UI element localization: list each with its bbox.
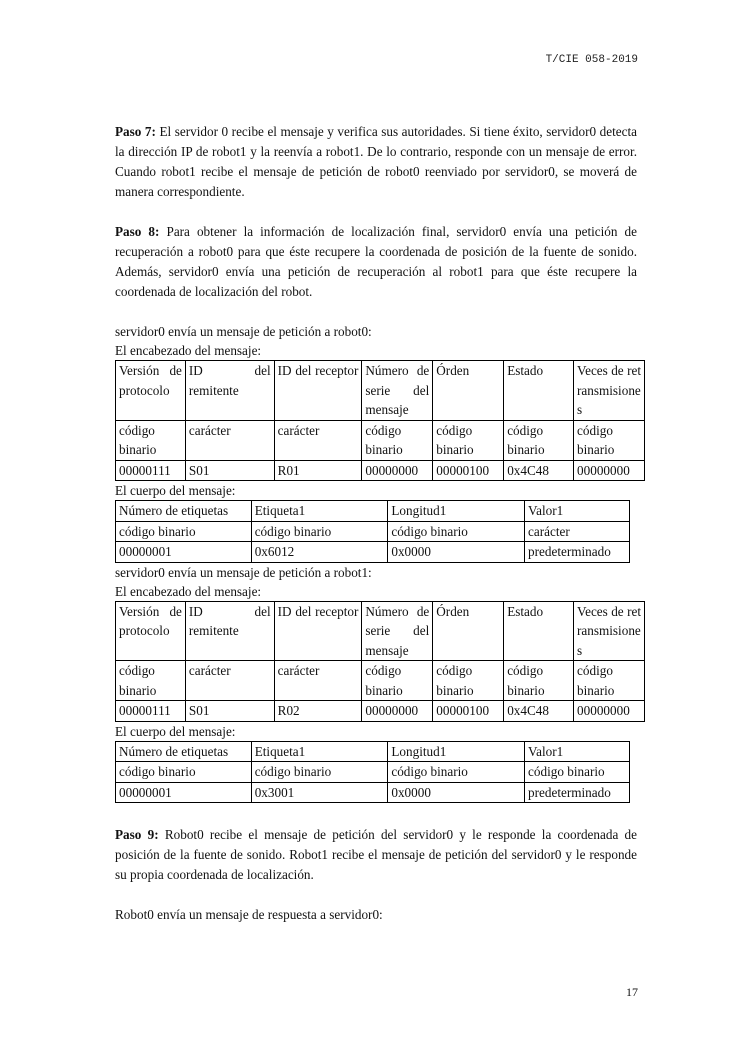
step8-label: Paso 8: [115, 224, 160, 239]
header-cell: Etiqueta1 [251, 741, 388, 762]
type-cell: carácter [274, 661, 362, 701]
msg1-body-caption: El cuerpo del mensaje: [115, 483, 236, 498]
header-cell: Longitud1 [388, 741, 525, 762]
type-cell: carácter [185, 661, 274, 701]
value-cell: 0x0000 [388, 782, 525, 803]
header-cell: Estado [504, 601, 574, 661]
header-cell: ID del receptor [274, 601, 362, 661]
type-cell: código binario [525, 762, 630, 783]
value-cell: 00000000 [362, 701, 433, 722]
type-cell: carácter [274, 420, 362, 460]
step7-label: Paso 7: [115, 124, 156, 139]
header-cell: Versión de protocolo [116, 361, 186, 421]
table-row [116, 701, 645, 722]
step9-label: Paso 9: [115, 827, 159, 842]
page-number: 17 [626, 985, 638, 999]
type-cell: código binario [388, 762, 525, 783]
type-cell: código binario [433, 661, 504, 701]
type-cell: código binario [433, 420, 504, 460]
type-cell: código binario [574, 661, 645, 701]
value-cell: 0x3001 [251, 782, 388, 803]
header-cell: Etiqueta1 [251, 501, 388, 522]
header-cell: ID del remitente [185, 361, 274, 421]
header-cell: Número de serie del mensaje [362, 601, 433, 661]
type-cell: código binario [116, 521, 252, 542]
header-cell: Versión de protocolo [116, 601, 186, 661]
table-row [116, 542, 630, 563]
document-id: T/CIE 058-2019 [545, 54, 638, 66]
page-content [115, 122, 641, 924]
type-cell: código binario [251, 762, 388, 783]
msg2-header-table [115, 601, 645, 722]
type-cell: código binario [504, 420, 574, 460]
table-row [116, 782, 630, 803]
step7-paragraph [115, 122, 637, 202]
value-cell: 0x4C48 [504, 701, 574, 722]
type-cell: código binario [362, 420, 433, 460]
value-cell: 00000100 [433, 460, 504, 481]
value-cell: 00000111 [116, 460, 186, 481]
value-cell: 00000001 [116, 542, 252, 563]
header-cell: Veces de retransmisiones [574, 601, 645, 661]
table-row [116, 741, 630, 762]
table-row [116, 521, 630, 542]
msg2-body-table [115, 741, 630, 804]
type-cell: código binario [504, 661, 574, 701]
step8-text: Para obtener la información de localización final, servidor0 envía una petición de recuperación a robot0 para que éste recupere la coordenada de posición de la fuente de sonido. Además, servidor0 envía una petición de recuperación al robot1 para que éste recupere la coordenada de localización del robot. [115, 224, 637, 299]
header-cell: ID del receptor [274, 361, 362, 421]
value-cell: R02 [274, 701, 362, 722]
step9-paragraph [115, 825, 637, 885]
table-row [116, 420, 645, 460]
header-cell: Número de etiquetas [116, 741, 252, 762]
value-cell: predeterminado [525, 542, 630, 563]
type-cell: código binario [116, 762, 252, 783]
header-cell: Longitud1 [388, 501, 525, 522]
step7-text: El servidor 0 recibe el mensaje y verifica sus autoridades. Si tiene éxito, servidor0 detecta la dirección IP de robot1 y la reenvía a robot1. De lo contrario, responde con un mensaje de error. Cuando robot1 recibe el mensaje de petición de robot0 reenviado por servidor0, se moverá de manera correspondiente. [115, 124, 637, 199]
value-cell: 00000000 [574, 701, 645, 722]
type-cell: código binario [116, 661, 186, 701]
header-cell: Veces de retransmisiones [574, 361, 645, 421]
value-cell: 00000000 [574, 460, 645, 481]
type-cell: código binario [362, 661, 433, 701]
msg1-header-caption: El encabezado del mensaje: [115, 343, 262, 358]
value-cell: predeterminado [525, 782, 630, 803]
header-cell: Número de etiquetas [116, 501, 252, 522]
header-cell: Órden [433, 361, 504, 421]
step9-text: Robot0 recibe el mensaje de petición del servidor0 y le responde la coordenada de posición de la fuente de sonido. Robot1 recibe el mensaje de petición del servidor0 y le responde su propia coordenada de localización. [115, 827, 637, 882]
table-row [116, 762, 630, 783]
closing-line: Robot0 envía un mensaje de respuesta a servidor0: [115, 907, 383, 922]
header-cell: Número de serie del mensaje [362, 361, 433, 421]
value-cell: S01 [185, 701, 274, 722]
msg1-header-table [115, 360, 645, 481]
table-row [116, 460, 645, 481]
header-cell: Valor1 [525, 741, 630, 762]
value-cell: 0x4C48 [504, 460, 574, 481]
value-cell: 0x0000 [388, 542, 525, 563]
msg2-header-caption: El encabezado del mensaje: [115, 583, 262, 599]
msg2-body-caption: El cuerpo del mensaje: [115, 723, 236, 739]
msg2-intro: servidor0 envía un mensaje de petición a robot1: [115, 564, 372, 580]
step8-paragraph [115, 222, 637, 302]
value-cell: 00000111 [116, 701, 186, 722]
msg1-body-table [115, 500, 630, 563]
type-cell: carácter [185, 420, 274, 460]
table-row [116, 601, 645, 661]
type-cell: código binario [116, 420, 186, 460]
header-cell: Valor1 [525, 501, 630, 522]
table-row [116, 661, 645, 701]
table-row [116, 501, 630, 522]
value-cell: S01 [185, 460, 274, 481]
value-cell: 00000001 [116, 782, 252, 803]
header-cell: Órden [433, 601, 504, 661]
table-row [116, 361, 645, 421]
type-cell: código binario [388, 521, 525, 542]
type-cell: carácter [525, 521, 630, 542]
header-cell: ID del remitente [185, 601, 274, 661]
value-cell: 0x6012 [251, 542, 388, 563]
value-cell: R01 [274, 460, 362, 481]
type-cell: código binario [251, 521, 388, 542]
msg1-intro: servidor0 envía un mensaje de petición a robot0: [115, 324, 372, 339]
value-cell: 00000000 [362, 460, 433, 481]
value-cell: 00000100 [433, 701, 504, 722]
type-cell: código binario [574, 420, 645, 460]
header-cell: Estado [504, 361, 574, 421]
